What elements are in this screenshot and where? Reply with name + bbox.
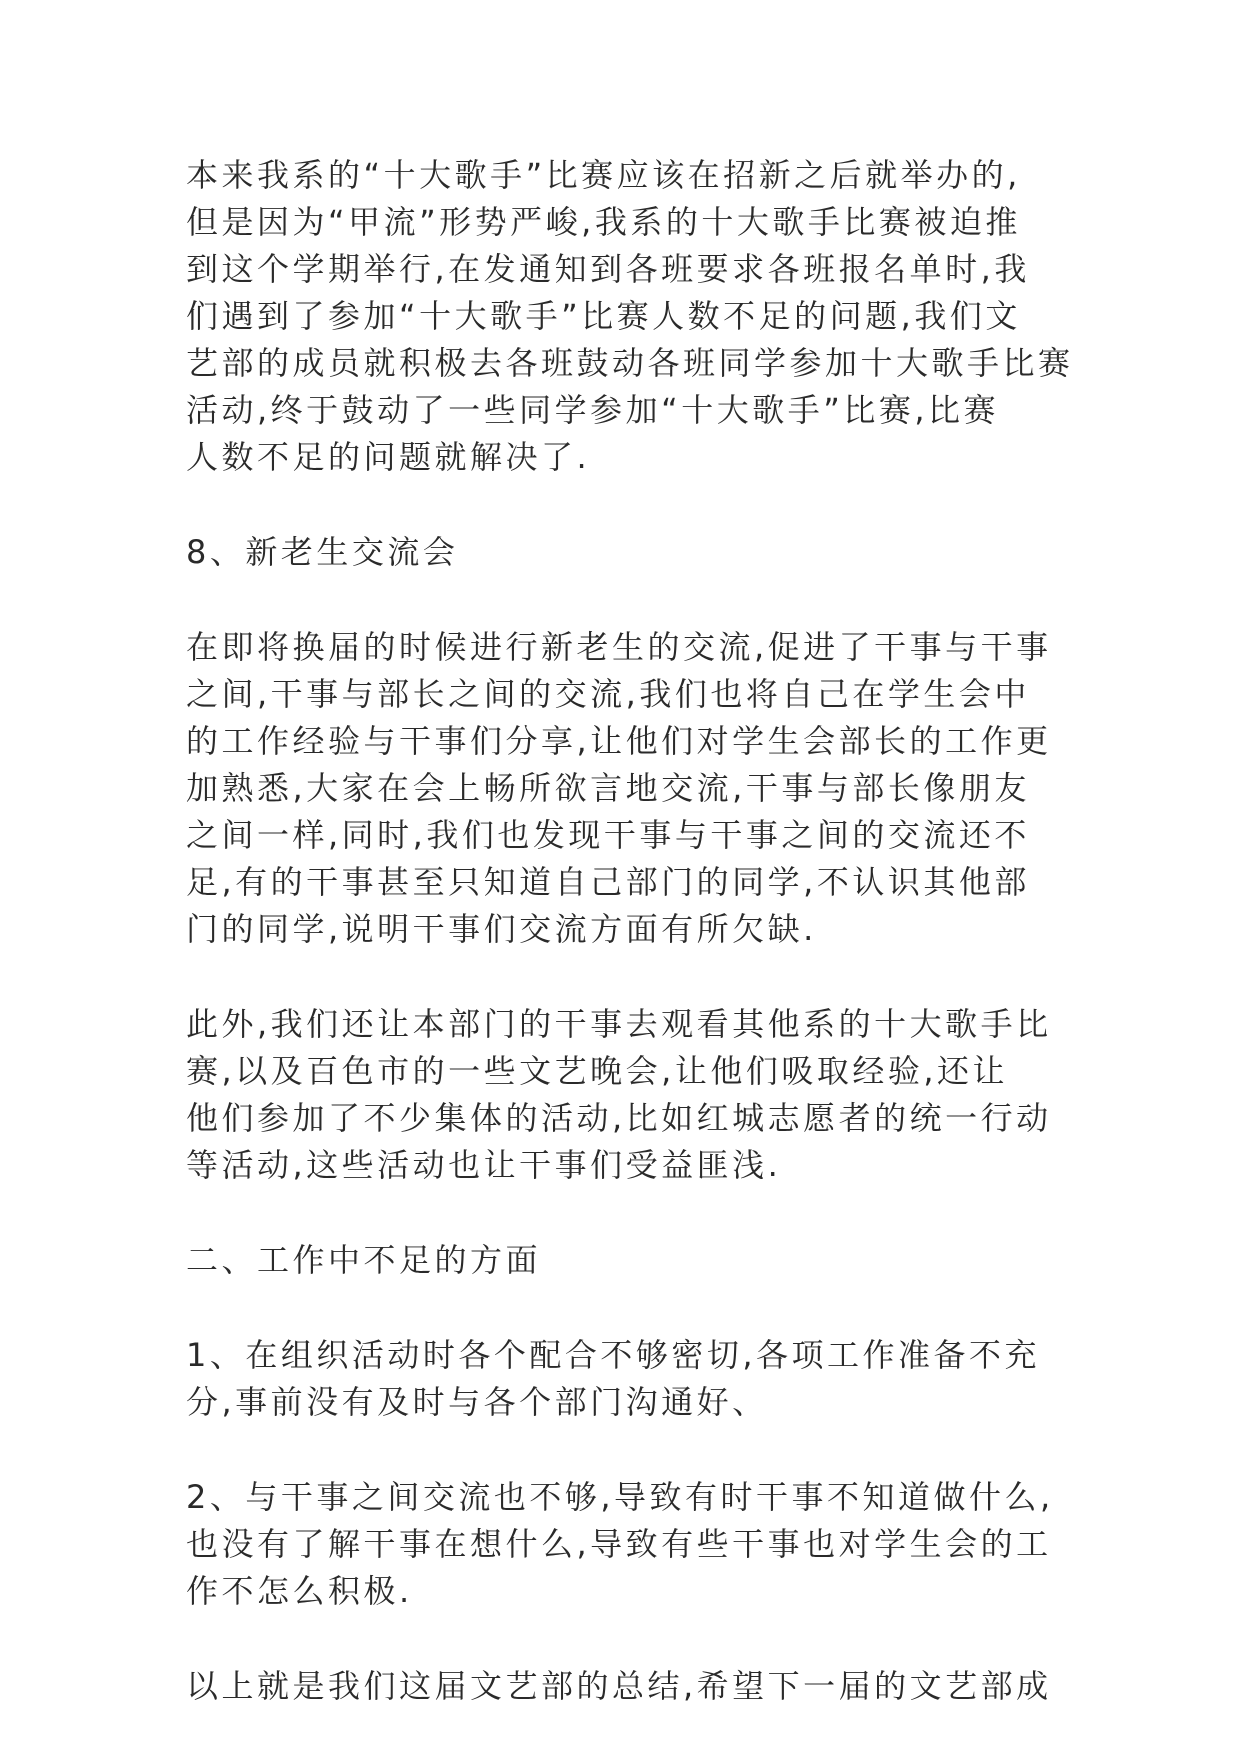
text-line: 门的同学,说明干事们交流方面有所欠缺. bbox=[186, 910, 817, 948]
text-line: 分,事前没有及时与各个部门沟通好、 bbox=[186, 1383, 768, 1421]
text-line: 赛,以及百色市的一些文艺晚会,让他们吸取经验,还让 bbox=[186, 1052, 1009, 1090]
text-line: 本来我系的“十大歌手”比赛应该在招新之后就举办的, bbox=[186, 156, 1021, 194]
text-line: 他们参加了不少集体的活动,比如红城志愿者的统一行动 bbox=[186, 1099, 1052, 1137]
text-line: 也没有了解干事在想什么,导致有些干事也对学生会的工 bbox=[186, 1525, 1052, 1563]
paragraph-singer-contest bbox=[186, 152, 1074, 481]
text-line: 艺部的成员就积极去各班鼓动各班同学参加十大歌手比赛 bbox=[186, 344, 1074, 382]
text-line: 活动,终于鼓动了一些同学参加“十大歌手”比赛,比赛 bbox=[186, 391, 1000, 429]
heading-line: 8、新老生交流会 bbox=[186, 533, 459, 571]
text-line: 之间,干事与部长之间的交流,我们也将自己在学生会中 bbox=[186, 675, 1030, 713]
text-line: 2、与干事之间交流也不够,导致有时干事不知道做什么, bbox=[186, 1478, 1054, 1516]
text-line: 们遇到了参加“十大歌手”比赛人数不足的问题,我们文 bbox=[186, 297, 1021, 335]
paragraph-shortcoming-1 bbox=[186, 1332, 1041, 1426]
text-line: 等活动,这些活动也让干事们受益匪浅. bbox=[186, 1146, 782, 1184]
document-page bbox=[186, 152, 1074, 1758]
text-line: 加熟悉,大家在会上畅所欲言地交流,干事与部长像朋友 bbox=[186, 769, 1030, 807]
text-line: 足,有的干事甚至只知道自己部门的同学,不认识其他部 bbox=[186, 863, 1030, 901]
paragraph-shortcoming-2 bbox=[186, 1474, 1054, 1615]
paragraph-conclusion bbox=[186, 1663, 1052, 1710]
text-line: 作不怎么积极. bbox=[186, 1572, 413, 1610]
paragraph-other-activities bbox=[186, 1001, 1052, 1189]
paragraph-exchange-meeting bbox=[186, 624, 1052, 953]
text-line: 的工作经验与干事们分享,让他们对学生会部长的工作更 bbox=[186, 722, 1052, 760]
text-line: 此外,我们还让本部门的干事去观看其他系的十大歌手比 bbox=[186, 1005, 1052, 1043]
text-line: 但是因为“甲流”形势严峻,我系的十大歌手比赛被迫推 bbox=[186, 203, 1021, 241]
section-heading-shortcomings bbox=[186, 1237, 1041, 1284]
text-line: 以上就是我们这届文艺部的总结,希望下一届的文艺部成 bbox=[186, 1667, 1052, 1705]
section-heading-exchange-meeting bbox=[186, 529, 1041, 576]
text-line: 之间一样,同时,我们也发现干事与干事之间的交流还不 bbox=[186, 816, 1030, 854]
text-line: 1、在组织活动时各个配合不够密切,各项工作准备不充 bbox=[186, 1336, 1041, 1374]
text-line: 到这个学期举行,在发通知到各班要求各班报名单时,我 bbox=[186, 250, 1030, 288]
text-line: 人数不足的问题就解决了. bbox=[186, 438, 591, 476]
heading-line: 二、工作中不足的方面 bbox=[186, 1241, 542, 1279]
text-line: 在即将换届的时候进行新老生的交流,促进了干事与干事 bbox=[186, 628, 1052, 666]
